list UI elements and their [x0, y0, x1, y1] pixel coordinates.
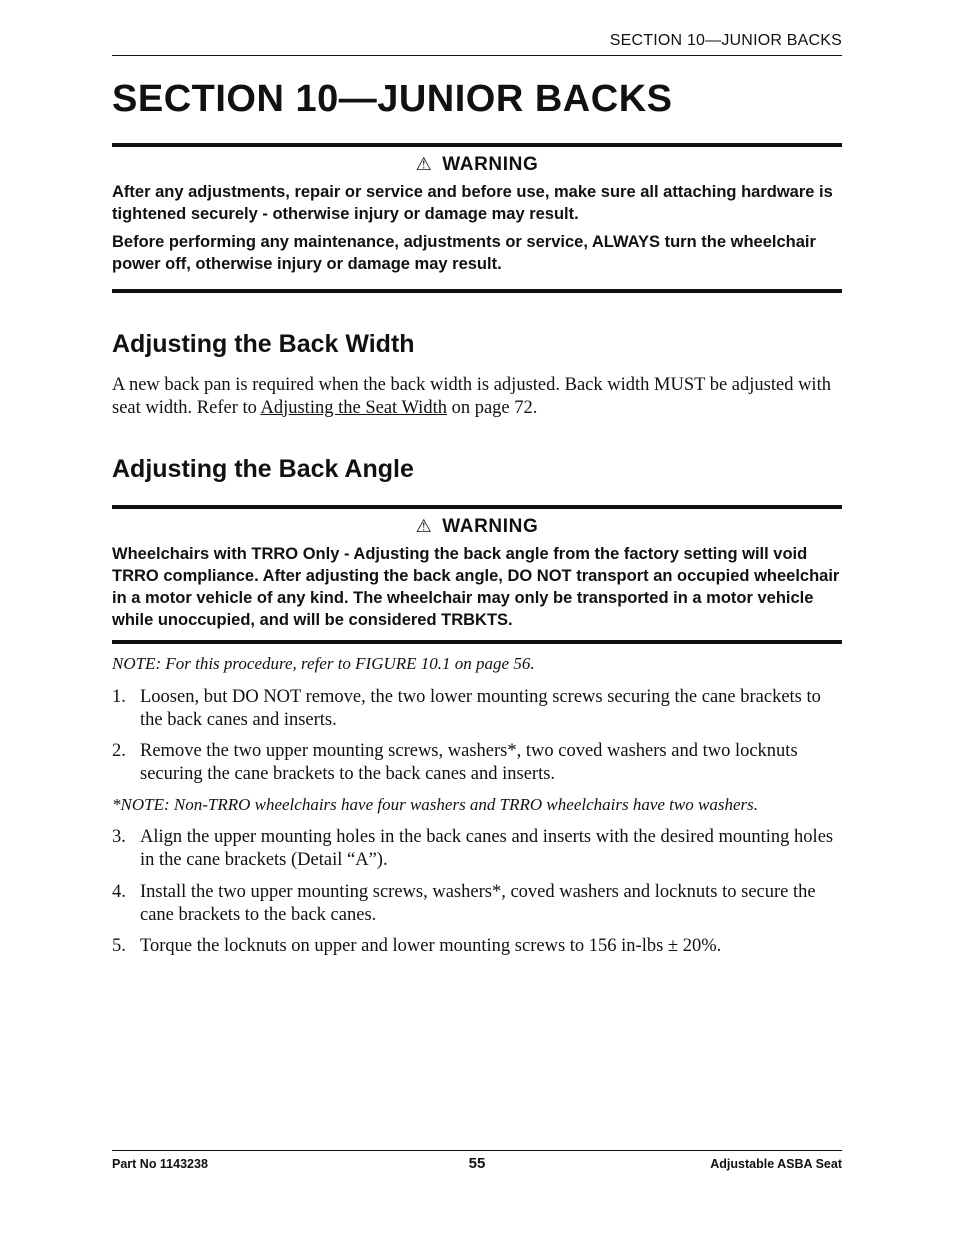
- warning-triangle-icon: ⚠: [415, 516, 433, 536]
- page-title: SECTION 10—JUNIOR BACKS: [112, 78, 673, 120]
- header-rule: [112, 55, 842, 56]
- step-number: 1.: [112, 687, 126, 707]
- manual-page: [112, 0, 842, 1235]
- footer-page-number: 55: [468, 1155, 486, 1172]
- warning-heading-label: WARNING: [442, 516, 539, 537]
- warning-heading: [112, 153, 842, 176]
- trro-warning-text: Wheelchairs with TRRO Only - Adjusting the back angle from the factory setting will void TRRO compliance. After adjusting the back angle, DO NOT transport an occupied wheelchair in a motor vehicle of any kind. The wheelchair may only be transported in a motor vehicle while unoccupied, and will be considered TRBKTS.: [112, 545, 840, 629]
- step-text: Loosen, but DO NOT remove, the two lower mounting screws securing the cane brackets to the back canes and inserts.: [140, 687, 821, 730]
- procedure-note: NOTE: For this procedure, refer to FIGURE 10.1 on page 56.: [112, 654, 535, 673]
- footer-part-number: Part No 1143238: [112, 1157, 208, 1171]
- procedure-step: [112, 935, 842, 958]
- footer-product-name: Adjustable ASBA Seat: [710, 1157, 842, 1171]
- running-header: SECTION 10—JUNIOR BACKS: [609, 32, 842, 49]
- procedure-step: [112, 826, 842, 871]
- step-number: 2.: [112, 741, 126, 761]
- procedure-step: [112, 881, 842, 926]
- step-number: 4.: [112, 882, 126, 902]
- seat-width-link[interactable]: Adjusting the Seat Width: [260, 397, 447, 418]
- warning-box-general: [112, 143, 842, 293]
- heading-back-width: Adjusting the Back Width: [112, 330, 415, 358]
- procedure-step: [112, 740, 842, 785]
- step-text: Torque the locknuts on upper and lower mounting screws to 156 in-lbs ± 20%.: [140, 936, 722, 956]
- warning-paragraph: Before performing any maintenance, adjustments or service, ALWAYS turn the wheelchair power off, otherwise injury or damage may result.: [112, 233, 816, 273]
- washer-note: *NOTE: Non-TRRO wheelchairs have four washers and TRRO wheelchairs have two washers.: [112, 795, 758, 814]
- step-text: Remove the two upper mounting screws, washers*, two coved washers and two locknuts securing the cane brackets to the back canes and inserts.: [140, 741, 798, 784]
- heading-back-angle: Adjusting the Back Angle: [112, 455, 414, 483]
- footer-rule: [112, 1150, 842, 1151]
- back-width-text: A new back pan is required when the back width is adjusted. Back width MUST be adjusted with seat width. Refer to: [112, 375, 831, 418]
- warning-box-trro: [112, 505, 842, 644]
- warning-paragraph: After any adjustments, repair or service and before use, make sure all attaching hardware is tightened securely - otherwise injury or damage may result.: [112, 183, 833, 223]
- back-width-text-end: on page 72.: [446, 397, 538, 418]
- back-width-paragraph: [112, 374, 842, 419]
- step-number: 3.: [112, 827, 126, 847]
- warning-heading-label: WARNING: [442, 154, 539, 175]
- step-number: 5.: [112, 936, 126, 956]
- step-text: Install the two upper mounting screws, washers*, coved washers and locknuts to secure the cane brackets to the back canes.: [140, 882, 816, 925]
- procedure-step: [112, 686, 842, 731]
- warning-heading: [112, 515, 842, 538]
- step-text: Align the upper mounting holes in the back canes and inserts with the desired mounting holes in the cane brackets (Detail “A”).: [140, 827, 834, 870]
- warning-triangle-icon: ⚠: [415, 154, 433, 174]
